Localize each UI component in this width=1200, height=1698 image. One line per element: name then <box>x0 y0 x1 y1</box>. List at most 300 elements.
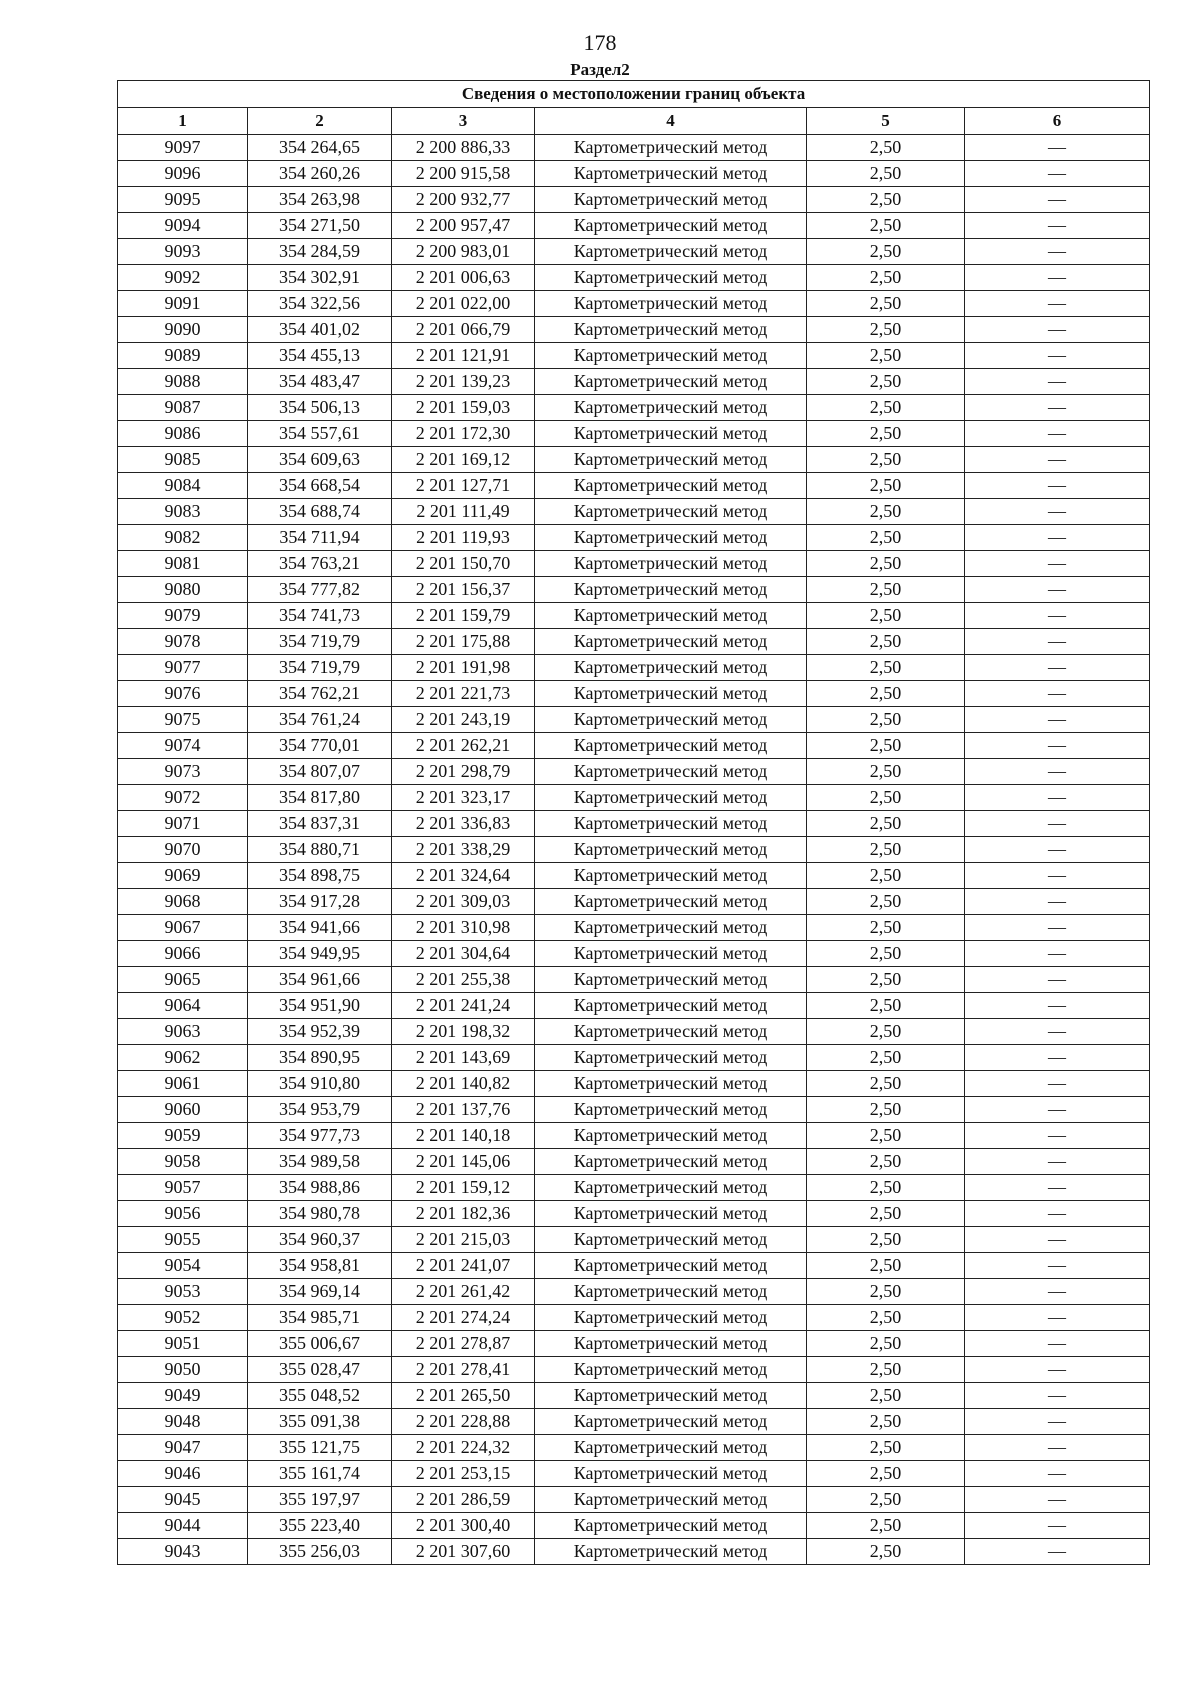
table-row <box>118 1513 1150 1539</box>
method-cell: Картометрический метод <box>535 1175 807 1201</box>
y-coordinate-cell: 2 201 310,98 <box>392 915 535 941</box>
description-cell: — <box>965 889 1150 915</box>
boundary-coordinates-table <box>117 80 1150 1565</box>
accuracy-cell: 2,50 <box>807 1045 965 1071</box>
column-header: 2 <box>248 108 392 135</box>
point-number-cell: 9044 <box>118 1513 248 1539</box>
method-cell: Картометрический метод <box>535 525 807 551</box>
method-cell: Картометрический метод <box>535 499 807 525</box>
y-coordinate-cell: 2 201 241,07 <box>392 1253 535 1279</box>
table-row <box>118 863 1150 889</box>
column-header: 4 <box>535 108 807 135</box>
accuracy-cell: 2,50 <box>807 447 965 473</box>
table-row <box>118 135 1150 161</box>
table-row <box>118 213 1150 239</box>
y-coordinate-cell: 2 201 298,79 <box>392 759 535 785</box>
method-cell: Картометрический метод <box>535 1123 807 1149</box>
method-cell: Картометрический метод <box>535 395 807 421</box>
description-cell: — <box>965 1539 1150 1565</box>
table-row <box>118 187 1150 213</box>
point-number-cell: 9069 <box>118 863 248 889</box>
y-coordinate-cell: 2 201 278,87 <box>392 1331 535 1357</box>
description-cell: — <box>965 343 1150 369</box>
table-row <box>118 1149 1150 1175</box>
y-coordinate-cell: 2 201 265,50 <box>392 1383 535 1409</box>
table-row <box>118 161 1150 187</box>
accuracy-cell: 2,50 <box>807 785 965 811</box>
y-coordinate-cell: 2 201 309,03 <box>392 889 535 915</box>
table-row <box>118 993 1150 1019</box>
description-cell: — <box>965 291 1150 317</box>
y-coordinate-cell: 2 201 139,23 <box>392 369 535 395</box>
point-number-cell: 9046 <box>118 1461 248 1487</box>
x-coordinate-cell: 354 988,86 <box>248 1175 392 1201</box>
point-number-cell: 9063 <box>118 1019 248 1045</box>
point-number-cell: 9088 <box>118 369 248 395</box>
point-number-cell: 9055 <box>118 1227 248 1253</box>
point-number-cell: 9050 <box>118 1357 248 1383</box>
point-number-cell: 9062 <box>118 1045 248 1071</box>
table-row <box>118 759 1150 785</box>
point-number-cell: 9072 <box>118 785 248 811</box>
y-coordinate-cell: 2 201 156,37 <box>392 577 535 603</box>
method-cell: Картометрический метод <box>535 1487 807 1513</box>
description-cell: — <box>965 941 1150 967</box>
table-row <box>118 785 1150 811</box>
accuracy-cell: 2,50 <box>807 161 965 187</box>
x-coordinate-cell: 354 890,95 <box>248 1045 392 1071</box>
method-cell: Картометрический метод <box>535 1227 807 1253</box>
table-row <box>118 239 1150 265</box>
table-header-row <box>118 108 1150 135</box>
description-cell: — <box>965 1383 1150 1409</box>
point-number-cell: 9057 <box>118 1175 248 1201</box>
method-cell: Картометрический метод <box>535 1045 807 1071</box>
column-header: 3 <box>392 108 535 135</box>
accuracy-cell: 2,50 <box>807 733 965 759</box>
table-row <box>118 1227 1150 1253</box>
point-number-cell: 9058 <box>118 1149 248 1175</box>
method-cell: Картометрический метод <box>535 941 807 967</box>
accuracy-cell: 2,50 <box>807 291 965 317</box>
table-row <box>118 1487 1150 1513</box>
description-cell: — <box>965 265 1150 291</box>
method-cell: Картометрический метод <box>535 707 807 733</box>
method-cell: Картометрический метод <box>535 1097 807 1123</box>
accuracy-cell: 2,50 <box>807 1305 965 1331</box>
y-coordinate-cell: 2 201 323,17 <box>392 785 535 811</box>
table-row <box>118 629 1150 655</box>
x-coordinate-cell: 355 006,67 <box>248 1331 392 1357</box>
point-number-cell: 9092 <box>118 265 248 291</box>
page-number: 178 <box>583 30 617 55</box>
x-coordinate-cell: 354 401,02 <box>248 317 392 343</box>
point-number-cell: 9085 <box>118 447 248 473</box>
accuracy-cell: 2,50 <box>807 343 965 369</box>
accuracy-cell: 2,50 <box>807 1383 965 1409</box>
point-number-cell: 9077 <box>118 655 248 681</box>
accuracy-cell: 2,50 <box>807 317 965 343</box>
column-header: 6 <box>965 108 1150 135</box>
method-cell: Картометрический метод <box>535 473 807 499</box>
y-coordinate-cell: 2 201 172,30 <box>392 421 535 447</box>
point-number-cell: 9066 <box>118 941 248 967</box>
y-coordinate-cell: 2 201 182,36 <box>392 1201 535 1227</box>
x-coordinate-cell: 354 762,21 <box>248 681 392 707</box>
table-row <box>118 733 1150 759</box>
y-coordinate-cell: 2 201 191,98 <box>392 655 535 681</box>
y-coordinate-cell: 2 201 255,38 <box>392 967 535 993</box>
x-coordinate-cell: 354 557,61 <box>248 421 392 447</box>
table-row <box>118 655 1150 681</box>
method-cell: Картометрический метод <box>535 629 807 655</box>
description-cell: — <box>965 759 1150 785</box>
x-coordinate-cell: 354 960,37 <box>248 1227 392 1253</box>
point-number-cell: 9070 <box>118 837 248 863</box>
point-number-cell: 9078 <box>118 629 248 655</box>
accuracy-cell: 2,50 <box>807 759 965 785</box>
method-cell: Картометрический метод <box>535 1253 807 1279</box>
y-coordinate-cell: 2 201 243,19 <box>392 707 535 733</box>
method-cell: Картометрический метод <box>535 889 807 915</box>
table-row <box>118 915 1150 941</box>
method-cell: Картометрический метод <box>535 863 807 889</box>
method-cell: Картометрический метод <box>535 993 807 1019</box>
method-cell: Картометрический метод <box>535 837 807 863</box>
y-coordinate-cell: 2 201 228,88 <box>392 1409 535 1435</box>
table-row <box>118 1331 1150 1357</box>
table-row <box>118 1539 1150 1565</box>
accuracy-cell: 2,50 <box>807 1513 965 1539</box>
accuracy-cell: 2,50 <box>807 1201 965 1227</box>
accuracy-cell: 2,50 <box>807 707 965 733</box>
y-coordinate-cell: 2 200 915,58 <box>392 161 535 187</box>
y-coordinate-cell: 2 201 127,71 <box>392 473 535 499</box>
accuracy-cell: 2,50 <box>807 551 965 577</box>
accuracy-cell: 2,50 <box>807 1357 965 1383</box>
x-coordinate-cell: 355 028,47 <box>248 1357 392 1383</box>
table-row <box>118 941 1150 967</box>
point-number-cell: 9061 <box>118 1071 248 1097</box>
method-cell: Картометрический метод <box>535 915 807 941</box>
y-coordinate-cell: 2 201 286,59 <box>392 1487 535 1513</box>
y-coordinate-cell: 2 201 159,12 <box>392 1175 535 1201</box>
point-number-cell: 9060 <box>118 1097 248 1123</box>
x-coordinate-cell: 354 941,66 <box>248 915 392 941</box>
description-cell: — <box>965 837 1150 863</box>
method-cell: Картометрический метод <box>535 785 807 811</box>
method-cell: Картометрический метод <box>535 1539 807 1565</box>
point-number-cell: 9071 <box>118 811 248 837</box>
x-coordinate-cell: 354 455,13 <box>248 343 392 369</box>
description-cell: — <box>965 967 1150 993</box>
y-coordinate-cell: 2 201 140,82 <box>392 1071 535 1097</box>
accuracy-cell: 2,50 <box>807 265 965 291</box>
accuracy-cell: 2,50 <box>807 187 965 213</box>
table-row <box>118 343 1150 369</box>
y-coordinate-cell: 2 200 932,77 <box>392 187 535 213</box>
accuracy-cell: 2,50 <box>807 1409 965 1435</box>
method-cell: Картометрический метод <box>535 161 807 187</box>
accuracy-cell: 2,50 <box>807 941 965 967</box>
table-row <box>118 889 1150 915</box>
accuracy-cell: 2,50 <box>807 239 965 265</box>
column-header: 1 <box>118 108 248 135</box>
table-row <box>118 1435 1150 1461</box>
method-cell: Картометрический метод <box>535 343 807 369</box>
description-cell: — <box>965 395 1150 421</box>
accuracy-cell: 2,50 <box>807 1331 965 1357</box>
description-cell: — <box>965 1331 1150 1357</box>
method-cell: Картометрический метод <box>535 317 807 343</box>
description-cell: — <box>965 993 1150 1019</box>
point-number-cell: 9083 <box>118 499 248 525</box>
x-coordinate-cell: 354 969,14 <box>248 1279 392 1305</box>
accuracy-cell: 2,50 <box>807 1071 965 1097</box>
y-coordinate-cell: 2 201 169,12 <box>392 447 535 473</box>
description-cell: — <box>965 473 1150 499</box>
table-row <box>118 1019 1150 1045</box>
table-row <box>118 1461 1150 1487</box>
method-cell: Картометрический метод <box>535 213 807 239</box>
x-coordinate-cell: 354 985,71 <box>248 1305 392 1331</box>
method-cell: Картометрический метод <box>535 187 807 213</box>
point-number-cell: 9095 <box>118 187 248 213</box>
x-coordinate-cell: 355 091,38 <box>248 1409 392 1435</box>
accuracy-cell: 2,50 <box>807 1227 965 1253</box>
method-cell: Картометрический метод <box>535 1201 807 1227</box>
table-row <box>118 1383 1150 1409</box>
y-coordinate-cell: 2 201 274,24 <box>392 1305 535 1331</box>
point-number-cell: 9074 <box>118 733 248 759</box>
x-coordinate-cell: 354 763,21 <box>248 551 392 577</box>
description-cell: — <box>965 1253 1150 1279</box>
point-number-cell: 9064 <box>118 993 248 1019</box>
accuracy-cell: 2,50 <box>807 1097 965 1123</box>
description-cell: — <box>965 811 1150 837</box>
method-cell: Картометрический метод <box>535 603 807 629</box>
point-number-cell: 9080 <box>118 577 248 603</box>
method-cell: Картометрический метод <box>535 655 807 681</box>
table-row <box>118 395 1150 421</box>
x-coordinate-cell: 354 711,94 <box>248 525 392 551</box>
table-row <box>118 473 1150 499</box>
table-row <box>118 707 1150 733</box>
accuracy-cell: 2,50 <box>807 1019 965 1045</box>
description-cell: — <box>965 135 1150 161</box>
x-coordinate-cell: 355 048,52 <box>248 1383 392 1409</box>
y-coordinate-cell: 2 200 957,47 <box>392 213 535 239</box>
description-cell: — <box>965 1019 1150 1045</box>
y-coordinate-cell: 2 201 159,03 <box>392 395 535 421</box>
y-coordinate-cell: 2 201 224,32 <box>392 1435 535 1461</box>
point-number-cell: 9068 <box>118 889 248 915</box>
method-cell: Картометрический метод <box>535 1357 807 1383</box>
point-number-cell: 9096 <box>118 161 248 187</box>
accuracy-cell: 2,50 <box>807 993 965 1019</box>
x-coordinate-cell: 354 271,50 <box>248 213 392 239</box>
method-cell: Картометрический метод <box>535 1279 807 1305</box>
x-coordinate-cell: 355 121,75 <box>248 1435 392 1461</box>
point-number-cell: 9086 <box>118 421 248 447</box>
accuracy-cell: 2,50 <box>807 1175 965 1201</box>
point-number-cell: 9054 <box>118 1253 248 1279</box>
x-coordinate-cell: 354 961,66 <box>248 967 392 993</box>
x-coordinate-cell: 354 817,80 <box>248 785 392 811</box>
point-number-cell: 9067 <box>118 915 248 941</box>
point-number-cell: 9047 <box>118 1435 248 1461</box>
point-number-cell: 9097 <box>118 135 248 161</box>
x-coordinate-cell: 354 880,71 <box>248 837 392 863</box>
x-coordinate-cell: 354 284,59 <box>248 239 392 265</box>
point-number-cell: 9043 <box>118 1539 248 1565</box>
method-cell: Картометрический метод <box>535 239 807 265</box>
method-cell: Картометрический метод <box>535 811 807 837</box>
table-row <box>118 967 1150 993</box>
description-cell: — <box>965 1149 1150 1175</box>
description-cell: — <box>965 213 1150 239</box>
description-cell: — <box>965 577 1150 603</box>
accuracy-cell: 2,50 <box>807 421 965 447</box>
description-cell: — <box>965 915 1150 941</box>
table-row <box>118 837 1150 863</box>
x-coordinate-cell: 354 609,63 <box>248 447 392 473</box>
accuracy-cell: 2,50 <box>807 1149 965 1175</box>
point-number-cell: 9076 <box>118 681 248 707</box>
point-number-cell: 9065 <box>118 967 248 993</box>
description-cell: — <box>965 1045 1150 1071</box>
y-coordinate-cell: 2 201 338,29 <box>392 837 535 863</box>
description-cell: — <box>965 681 1150 707</box>
x-coordinate-cell: 354 322,56 <box>248 291 392 317</box>
method-cell: Картометрический метод <box>535 551 807 577</box>
table-row <box>118 577 1150 603</box>
table-row <box>118 1409 1150 1435</box>
y-coordinate-cell: 2 201 140,18 <box>392 1123 535 1149</box>
section-title: Раздел2 <box>570 60 630 79</box>
y-coordinate-cell: 2 201 215,03 <box>392 1227 535 1253</box>
description-cell: — <box>965 187 1150 213</box>
accuracy-cell: 2,50 <box>807 863 965 889</box>
description-cell: — <box>965 1487 1150 1513</box>
method-cell: Картометрический метод <box>535 1149 807 1175</box>
description-cell: — <box>965 1201 1150 1227</box>
accuracy-cell: 2,50 <box>807 1123 965 1149</box>
x-coordinate-cell: 354 952,39 <box>248 1019 392 1045</box>
description-cell: — <box>965 629 1150 655</box>
description-cell: — <box>965 1409 1150 1435</box>
point-number-cell: 9053 <box>118 1279 248 1305</box>
accuracy-cell: 2,50 <box>807 837 965 863</box>
x-coordinate-cell: 354 777,82 <box>248 577 392 603</box>
description-cell: — <box>965 369 1150 395</box>
x-coordinate-cell: 354 951,90 <box>248 993 392 1019</box>
table-body <box>118 135 1150 1565</box>
description-cell: — <box>965 733 1150 759</box>
y-coordinate-cell: 2 201 324,64 <box>392 863 535 889</box>
y-coordinate-cell: 2 201 304,64 <box>392 941 535 967</box>
table-row <box>118 421 1150 447</box>
point-number-cell: 9082 <box>118 525 248 551</box>
description-cell: — <box>965 655 1150 681</box>
x-coordinate-cell: 354 917,28 <box>248 889 392 915</box>
description-cell: — <box>965 499 1150 525</box>
table-row <box>118 1097 1150 1123</box>
table-row <box>118 317 1150 343</box>
description-cell: — <box>965 1175 1150 1201</box>
description-cell: — <box>965 1071 1150 1097</box>
description-cell: — <box>965 1227 1150 1253</box>
description-cell: — <box>965 1461 1150 1487</box>
description-cell: — <box>965 863 1150 889</box>
accuracy-cell: 2,50 <box>807 889 965 915</box>
x-coordinate-cell: 355 256,03 <box>248 1539 392 1565</box>
y-coordinate-cell: 2 201 006,63 <box>392 265 535 291</box>
x-coordinate-cell: 354 719,79 <box>248 655 392 681</box>
table-row <box>118 369 1150 395</box>
column-header: 5 <box>807 108 965 135</box>
y-coordinate-cell: 2 201 300,40 <box>392 1513 535 1539</box>
y-coordinate-cell: 2 201 307,60 <box>392 1539 535 1565</box>
x-coordinate-cell: 354 807,07 <box>248 759 392 785</box>
table-row <box>118 1045 1150 1071</box>
point-number-cell: 9051 <box>118 1331 248 1357</box>
x-coordinate-cell: 354 506,13 <box>248 395 392 421</box>
table-row <box>118 265 1150 291</box>
y-coordinate-cell: 2 201 137,76 <box>392 1097 535 1123</box>
x-coordinate-cell: 354 980,78 <box>248 1201 392 1227</box>
y-coordinate-cell: 2 201 159,79 <box>392 603 535 629</box>
accuracy-cell: 2,50 <box>807 369 965 395</box>
point-number-cell: 9045 <box>118 1487 248 1513</box>
accuracy-cell: 2,50 <box>807 1539 965 1565</box>
method-cell: Картометрический метод <box>535 967 807 993</box>
table-caption: Сведения о местоположении границ объекта <box>118 81 1150 108</box>
description-cell: — <box>965 1123 1150 1149</box>
accuracy-cell: 2,50 <box>807 681 965 707</box>
x-coordinate-cell: 354 761,24 <box>248 707 392 733</box>
method-cell: Картометрический метод <box>535 577 807 603</box>
x-coordinate-cell: 354 949,95 <box>248 941 392 967</box>
x-coordinate-cell: 354 302,91 <box>248 265 392 291</box>
description-cell: — <box>965 317 1150 343</box>
y-coordinate-cell: 2 201 241,24 <box>392 993 535 1019</box>
point-number-cell: 9089 <box>118 343 248 369</box>
y-coordinate-cell: 2 201 150,70 <box>392 551 535 577</box>
accuracy-cell: 2,50 <box>807 1253 965 1279</box>
table-row <box>118 1071 1150 1097</box>
accuracy-cell: 2,50 <box>807 473 965 499</box>
point-number-cell: 9094 <box>118 213 248 239</box>
x-coordinate-cell: 354 953,79 <box>248 1097 392 1123</box>
method-cell: Картометрический метод <box>535 369 807 395</box>
description-cell: — <box>965 239 1150 265</box>
x-coordinate-cell: 354 260,26 <box>248 161 392 187</box>
table-row <box>118 499 1150 525</box>
x-coordinate-cell: 354 977,73 <box>248 1123 392 1149</box>
accuracy-cell: 2,50 <box>807 577 965 603</box>
x-coordinate-cell: 354 837,31 <box>248 811 392 837</box>
x-coordinate-cell: 354 958,81 <box>248 1253 392 1279</box>
table-row <box>118 1253 1150 1279</box>
point-number-cell: 9087 <box>118 395 248 421</box>
y-coordinate-cell: 2 201 121,91 <box>392 343 535 369</box>
description-cell: — <box>965 785 1150 811</box>
table-row <box>118 811 1150 837</box>
point-number-cell: 9052 <box>118 1305 248 1331</box>
y-coordinate-cell: 2 201 198,32 <box>392 1019 535 1045</box>
method-cell: Картометрический метод <box>535 135 807 161</box>
